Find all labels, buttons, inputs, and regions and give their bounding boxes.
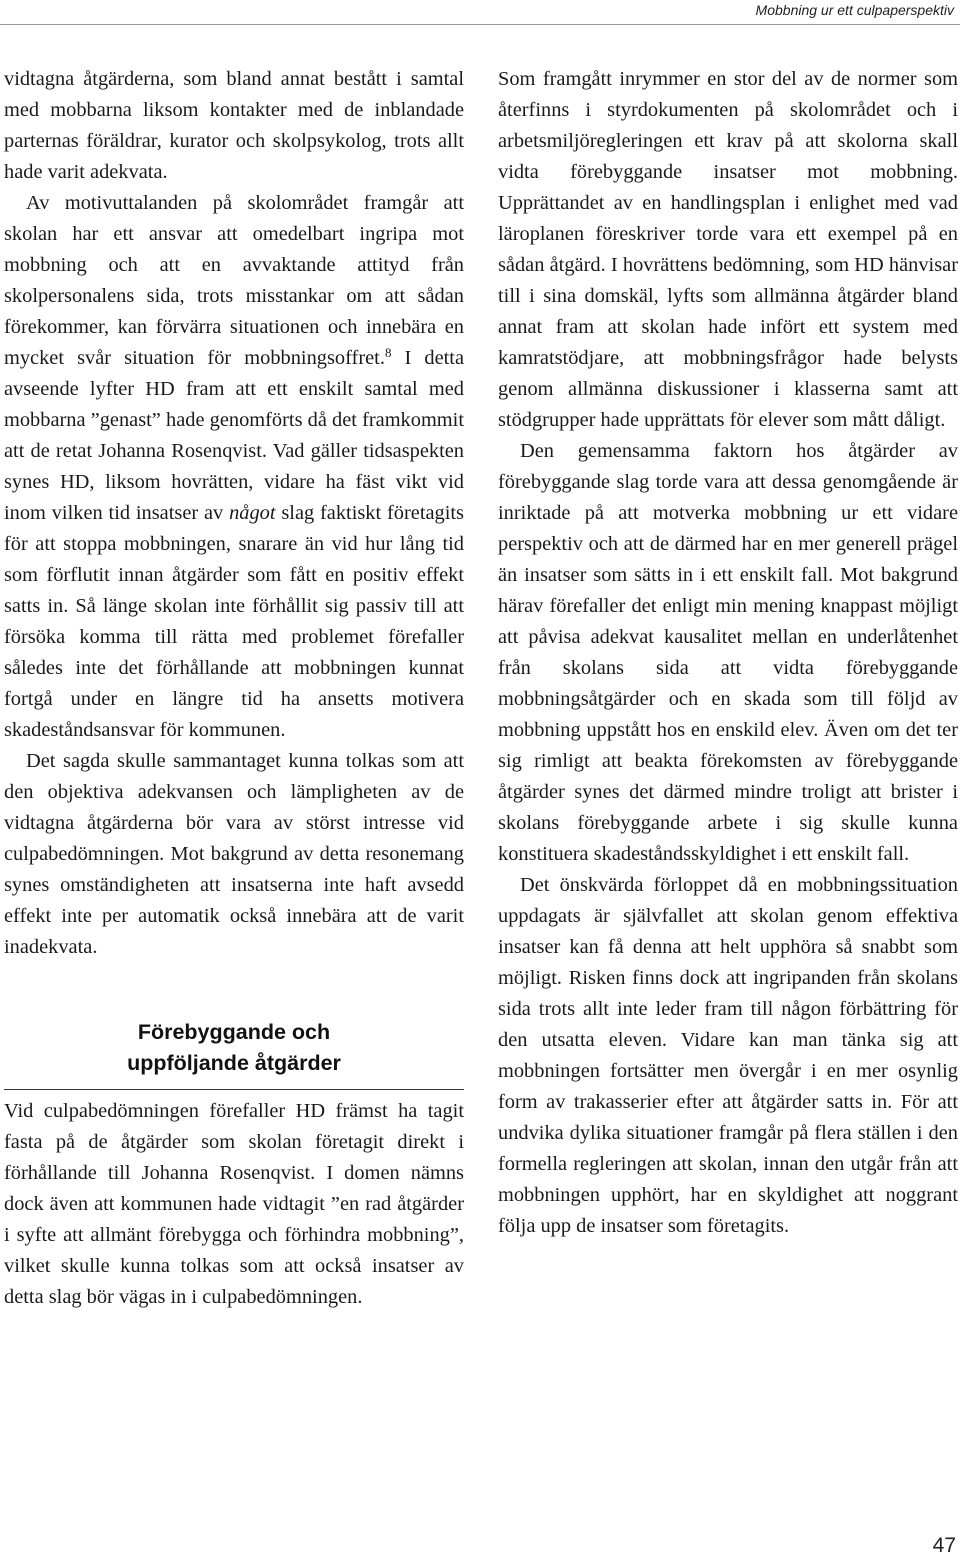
- section-heading: [4, 1017, 464, 1090]
- paragraph: Det önskvärda förloppet då en mobbningssituation uppdagats är självfallet att skolan genom effektiva insatser kan få denna att helt upphöra så snabbt som möjligt. Risken finns dock att ingripanden från skolans sida trots allt inte leder fram till någon förbättring för den utsatta eleven. Vidare kan man tänka sig att mobbningen fortsätter men övergår i en mer osynlig form av trakasserier efter att åtgärder satts in. För att undvika dylika situationer framgår på flera ställen i den formella regleringen att skolan, innan den utgår från att mobbningen upphört, har en skyldighet att noggrant följa upp de insatser som företagits.: [498, 874, 958, 1237]
- right-column: [498, 64, 958, 1242]
- emphasis-text: något: [229, 502, 276, 524]
- paragraph: Som framgått inrymmer en stor del av de normer som återfinns i styrdokumenten på skolområdet och i arbetsmiljöregleringen ett krav på att skolorna skall vidta förebyggande insatser mot mobbning. Upprättandet av en handlingsplan i enlighet med vad läroplanen föreskriver torde vara ett exempel på en sådan åtgärd. I hovrättens bedömning, som HD hänvisar till i sina domskäl, lyfts som allmänna åtgärder bland annat fram att skolan hade infört ett system med kamratstödjare, att mobbningsfrågor hade belysts genom allmänna diskussioner i klasserna samt att stödgrupper hade upprättats för elever som mått dåligt.: [498, 68, 958, 431]
- running-head-rule: [0, 24, 960, 25]
- footnote-marker: 8: [384, 345, 392, 360]
- section-heading-line: Förebyggande och: [137, 1020, 331, 1044]
- paragraph: [4, 188, 464, 746]
- paragraph-text: slag faktiskt företagits för att stoppa mobbningen, snarare än vid hur lång tid som förflutit innan åtgärder som fått en positiv effekt satts in. Så länge skolan inte förhållit sig passiv till att försöka komma till rätta med problemet förefaller således inte det förhållande att mobbningen kunnat fortgå under en längre tid ha ansetts motivera skadeståndsansvar för kommunen.: [4, 502, 464, 741]
- running-head: [0, 0, 960, 26]
- paragraph: Det sagda skulle sammantaget kunna tolkas som att den objektiva adekvansen och lämpligheten av de vidtagna åtgärderna bör vara av störst intresse vid culpabedömningen. Mot bakgrund av detta resonemang synes omständigheten att insatserna inte haft avsedd effekt inte per automatik också innebära att de varit inadekvata.: [4, 750, 464, 958]
- section-heading-line: uppföljande åtgärder: [127, 1051, 341, 1075]
- paragraph: Vid culpabedömningen förefaller HD främst ha tagit fasta på de åtgärder som skolan företagit direkt i förhållande till Johanna Rosenqvist. I domen nämns dock även att kommunen hade vidtagit ”en rad åtgärder i syfte att allmänt förebygga och förhindra mobbning”, vilket skulle kunna tolkas som att också insatser av detta slag bör vägas in i culpabedömningen.: [4, 1100, 464, 1308]
- paragraph: Den gemensamma faktorn hos åtgärder av förebyggande slag torde vara att dessa genomgående är inriktade på att motverka mobbning ur ett vidare perspektiv och att de därmed har en mer generell prägel än insatser som sätts in i ett enskilt fall. Mot bakgrund härav förefaller det enligt min mening knappast möjligt att påvisa adekvat kausalitet mellan en underlåtenhet från skolans sida att vidta förebyggande mobbningsåtgärder och en skada som till följd av mobbning uppstått hos en enskild elev. Även om det ter sig rimligt att beakta förekomsten av förebyggande åtgärder synes det därmed mindre troligt att brister i skolans förebyggande arbete i sig skulle kunna konstituera skadeståndsskyldighet i ett enskilt fall.: [498, 440, 958, 865]
- paragraph: vidtagna åtgärderna, som bland annat bestått i samtal med mobbarna liksom kontakter med de inblandade parternas föräldrar, kurator och skolpsykolog, trots allt hade varit adekvata.: [4, 68, 464, 183]
- page-number: 47: [932, 1534, 956, 1557]
- paragraph-text: I detta avseende lyfter HD fram att ett enskilt samtal med mobbarna ”genast” hade genomförts då det framkommit att de retat Johanna Rosenqvist. Vad gäller tidsaspekten synes HD, liksom hovrätten, vidare ha fäst vikt vid inom vilken tid insatser av: [4, 347, 464, 524]
- paragraph-text: Av motivuttalanden på skolområdet framgår att skolan har ett ansvar att omedelbart ingripa mot mobbning och att en avvaktande attityd från skolpersonalens sida, trots misstankar om att sådan förekommer, kan förvärra situationen och innebära en mycket svår situation för mobbningsoffret.: [4, 192, 464, 369]
- left-column: [4, 64, 464, 1313]
- running-head-title: Mobbning ur ett culpaperspektiv: [755, 2, 954, 18]
